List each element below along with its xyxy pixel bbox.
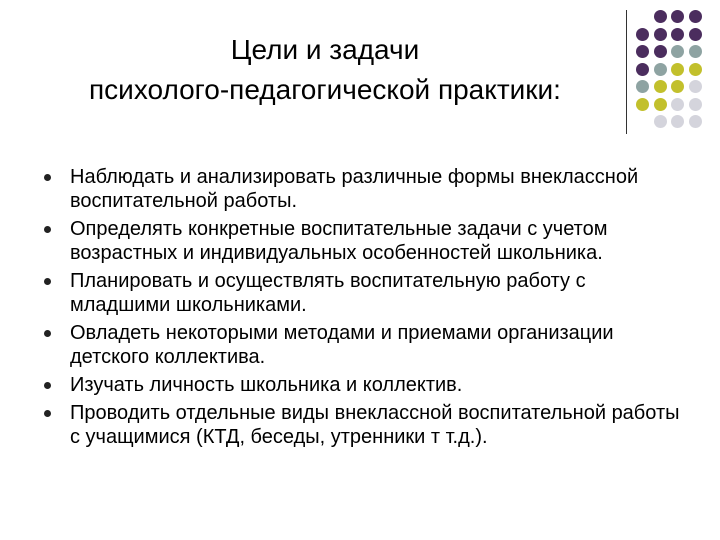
bullet-item [40,373,680,397]
bullet-dot-icon [44,226,51,233]
bullet-text: Овладеть некоторыми методами и приемами организации детского коллектива. [70,322,614,368]
decorative-dot [654,10,667,23]
decorative-dot [671,80,684,93]
decorative-dot [654,80,667,93]
bullet-item [40,321,680,369]
bullet-dot-icon [44,330,51,337]
decorative-dot-grid [636,10,716,134]
decorative-dot [689,115,702,128]
bullet-dot-icon [44,278,51,285]
bullet-dot-icon [44,410,51,417]
title-line-2: психолого-педагогической практики: [89,74,561,105]
decorative-dot [671,98,684,111]
bullet-item [40,269,680,317]
decorative-dot [671,28,684,41]
decorative-dot [636,98,649,111]
bullet-text: Определять конкретные воспитательные задачи с учетом возрастных и индивидуальных особенностей школьника. [70,218,608,264]
bullet-item [40,401,680,449]
decorative-dot [689,10,702,23]
bullet-dot-icon [44,174,51,181]
decorative-dot [636,28,649,41]
bullet-text: Наблюдать и анализировать различные формы внеклассной воспитательной работы. [70,166,639,212]
decorative-dot [689,45,702,58]
title-line-1: Цели и задачи [230,34,420,65]
slide-title [30,30,620,110]
bullet-item [40,217,680,265]
decorative-dot [636,45,649,58]
bullet-text: Планировать и осуществлять воспитательную работу с младшими школьниками. [70,270,586,316]
decorative-dot [654,98,667,111]
decorative-dot [636,80,649,93]
divider-line [626,10,627,134]
decorative-dot [671,115,684,128]
decorative-dot [671,10,684,23]
decorative-dot [689,28,702,41]
decorative-dot [689,80,702,93]
bullet-text: Изучать личность школьника и коллектив. [70,374,463,396]
bullet-item [40,165,680,213]
decorative-dot [689,98,702,111]
decorative-dot [636,63,649,76]
bullet-list [40,165,680,453]
decorative-dot [671,45,684,58]
decorative-dot [654,28,667,41]
decorative-dot [654,63,667,76]
decorative-dot [654,45,667,58]
decorative-dot [671,63,684,76]
bullet-text: Проводить отдельные виды внеклассной воспитательной работы с учащимися (КТД, беседы, утренники т т.д.). [70,402,680,448]
decorative-dot [654,115,667,128]
bullet-dot-icon [44,382,51,389]
decorative-dot [689,63,702,76]
